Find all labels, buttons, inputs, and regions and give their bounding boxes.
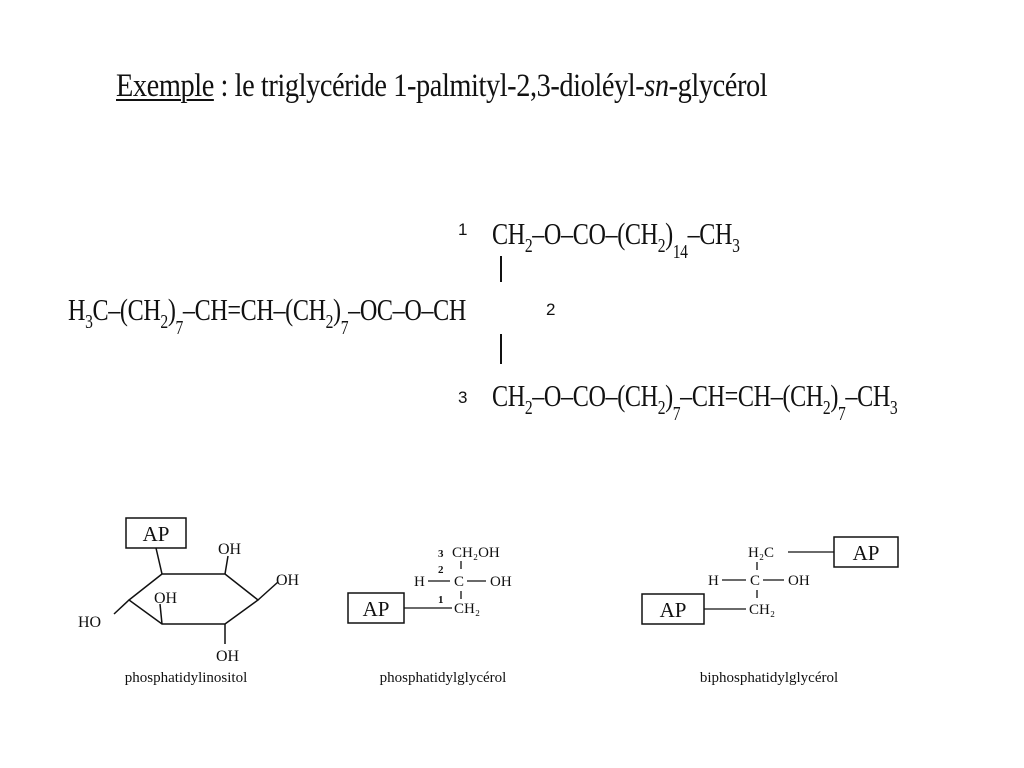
phosphatidylinositol-structure bbox=[70, 510, 330, 670]
bond-c1-c2 bbox=[500, 256, 502, 282]
c-atom: C bbox=[750, 573, 761, 589]
ap-label: AP bbox=[142, 522, 170, 546]
caption-biphosphatidylglycerol: biphosphatidylglycérol bbox=[699, 670, 839, 686]
title-italic-sn: sn bbox=[644, 68, 669, 104]
ap-label: AP bbox=[362, 597, 390, 621]
ch2-group: CH₂ bbox=[454, 601, 481, 617]
oh-group: OH bbox=[216, 648, 240, 665]
ch2-group: CH₂ bbox=[749, 602, 776, 618]
oh-group: OH bbox=[276, 572, 300, 589]
position-1: 1 bbox=[438, 594, 444, 606]
biphosphatidylglycerol-structure bbox=[636, 530, 916, 635]
ho-group: HO bbox=[78, 614, 102, 631]
title-end: -glycérol bbox=[668, 68, 768, 104]
position-3: 3 bbox=[438, 548, 444, 560]
triglyceride-row-1: $CH_2-O-CO-(CH_2)_{14}-CH_3$ bbox=[492, 216, 740, 263]
caption-phosphatidylglycerol: phosphatidylglycérol bbox=[379, 670, 507, 686]
h2c-group: H₂C bbox=[748, 545, 775, 561]
oh-group: OH bbox=[490, 574, 512, 590]
title-text: : le triglycéride 1-palmityl-2,3-dioléyl- bbox=[213, 68, 645, 104]
ap-label-bottom: AP bbox=[659, 598, 687, 622]
position-label-1: 1 bbox=[458, 220, 468, 239]
caption-phosphatidylinositol: phosphatidylinositol bbox=[124, 670, 248, 686]
h-atom: H bbox=[708, 573, 719, 589]
bond-c2-c3 bbox=[500, 334, 502, 364]
oh-group: OH bbox=[788, 573, 810, 589]
slide-title bbox=[116, 68, 767, 105]
c-atom: C bbox=[454, 574, 465, 590]
triglyceride-row-3: $CH_2-O-CO-(CH_2)_7-CH=CH-(CH_2)_7-CH_3$ bbox=[492, 378, 898, 425]
oh-group: OH bbox=[154, 590, 178, 607]
oh-group: OH bbox=[218, 541, 242, 558]
phosphatidylglycerol-structure bbox=[340, 535, 560, 635]
position-label-2: 2 bbox=[546, 300, 556, 319]
position-label-3: 3 bbox=[458, 388, 468, 407]
ch2oh-group: CH₂OH bbox=[452, 545, 500, 561]
h-atom: H bbox=[414, 574, 425, 590]
triglyceride-row-2: $H_3C-(CH_2)_7-CH=CH-(CH_2)_7-OC-O-CH$ bbox=[68, 292, 466, 339]
position-2: 2 bbox=[438, 564, 444, 576]
ap-label-top: AP bbox=[852, 541, 880, 565]
title-example-word: Exemple bbox=[116, 68, 214, 104]
